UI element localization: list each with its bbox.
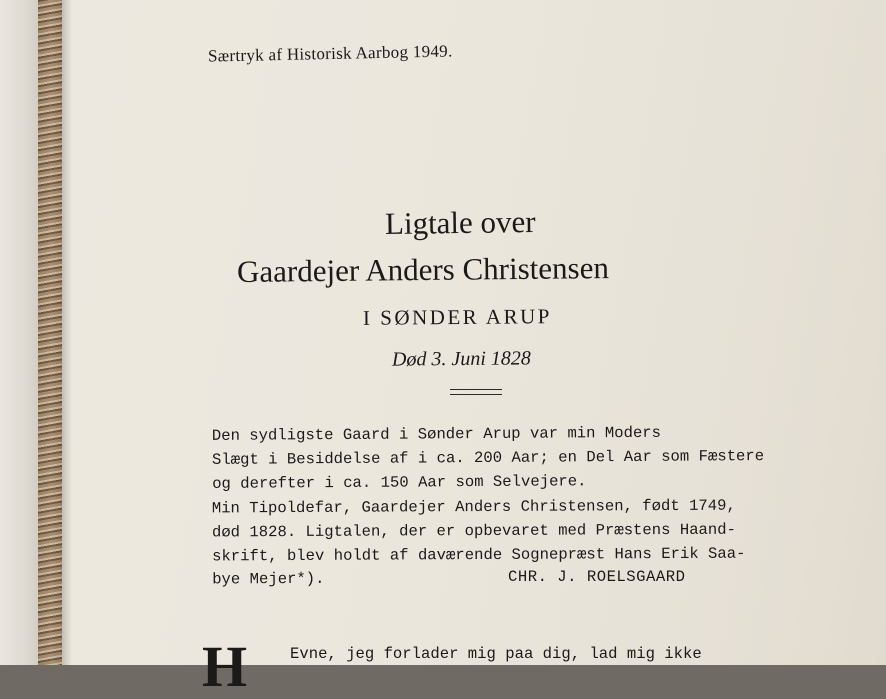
title-line-1: Ligtale over xyxy=(384,203,536,242)
adjacent-page-edge xyxy=(0,0,42,665)
intro-paragraph-1 xyxy=(211,421,765,496)
title-subtitle: I SØNDER ARUP xyxy=(362,304,552,330)
book-spine xyxy=(38,0,64,665)
text-line: Min Tipoldefar, Gaardejer Anders Christensen, født 1749, xyxy=(211,496,736,518)
offprint-note: Særtryk af Historisk Aarbog 1949. xyxy=(207,41,453,66)
text-line: og derefter i ca. 150 Aar som Selvejere. xyxy=(212,471,587,493)
text-line: skrift, blev holdt af daværende Sognepræst Hans Erik Saa- xyxy=(212,544,746,566)
body-first-line: Evne, jeg forlader mig paa dig, lad mig ikke xyxy=(290,645,702,663)
title-line-2: Gaardejer Anders Christensen xyxy=(236,250,610,289)
text-line: bye Mejer*). xyxy=(212,570,325,589)
text-line: Slægt i Besiddelse af i ca. 200 Aar; en Del Aar som Fæstere xyxy=(211,446,765,469)
author-signature: CHR. J. ROELSGAARD xyxy=(508,568,686,586)
text-line: død 1828. Ligtalen, der er opbevaret med Præstens Haand- xyxy=(211,520,737,542)
page-shadow xyxy=(62,0,72,665)
death-date: Død 3. Juni 1828 xyxy=(391,347,531,371)
double-rule-divider xyxy=(450,389,502,395)
drop-cap: H xyxy=(202,634,248,699)
text-line: Den sydligste Gaard i Sønder Arup var min Moders xyxy=(211,423,662,445)
